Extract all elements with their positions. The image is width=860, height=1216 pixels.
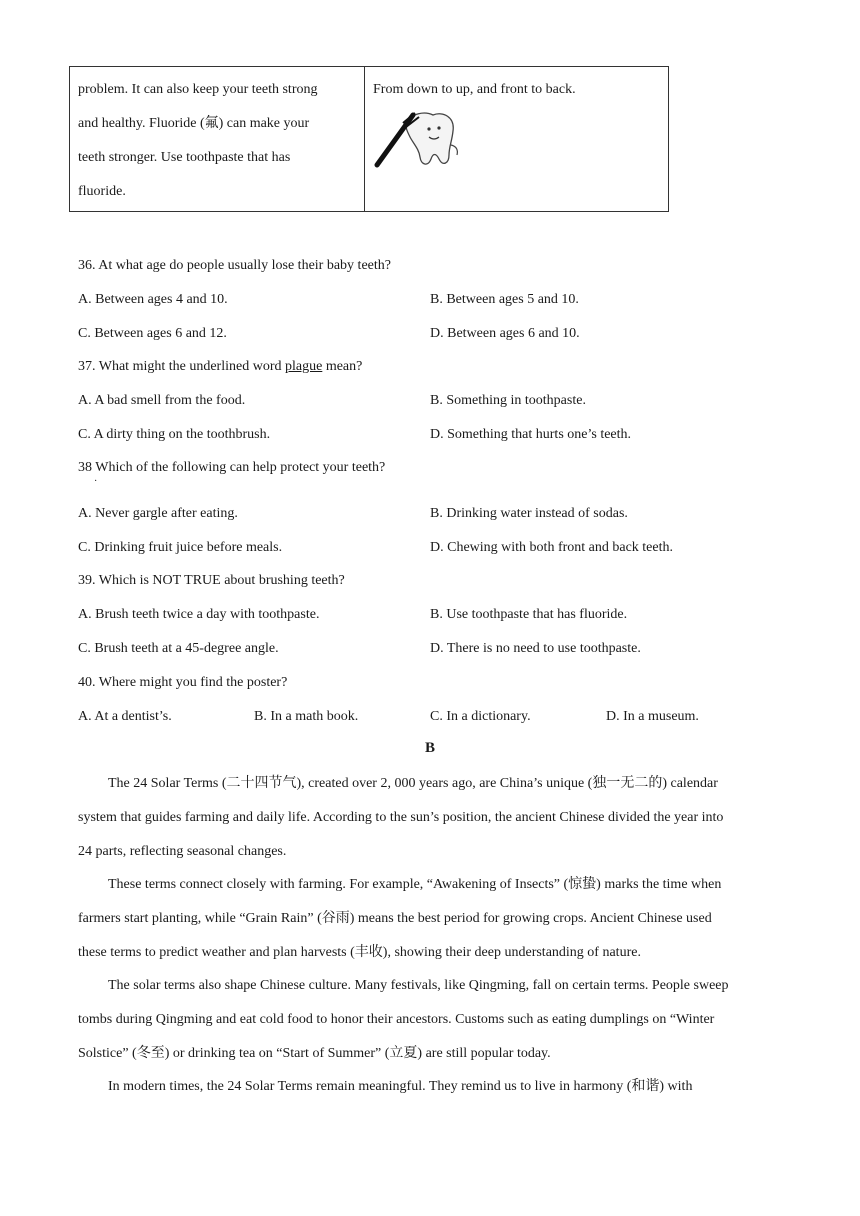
question-37-stem	[78, 358, 362, 376]
question-38-option-d: D. Chewing with both front and back teeth.	[430, 540, 674, 555]
question-38-option-a: A. Never gargle after eating.	[78, 506, 238, 521]
question-36-option-c: C. Between ages 6 and 12.	[78, 326, 227, 341]
paragraph-line: The solar terms also shape Chinese culture. Many festivals, like Qingming, fall on certain terms. People sweep	[108, 978, 729, 993]
question-39-option-a: A. Brush teeth twice a day with toothpaste.	[78, 607, 320, 622]
question-39-option-d: D. There is no need to use toothpaste.	[430, 641, 641, 656]
paragraph-line: The 24 Solar Terms (二十四节气), created over 2, 000 years ago, are China’s unique (独一无二的) calendar	[108, 776, 718, 791]
paragraph-line: These terms connect closely with farming. For example, “Awakening of Insects” (惊蛰) marks the time when	[108, 877, 722, 892]
stray-dot: ·	[94, 476, 98, 487]
section-heading: B	[424, 740, 435, 756]
paragraph-line: these terms to predict weather and plan harvests (丰收), showing their deep understanding of nature.	[78, 945, 641, 960]
table-text-line: teeth stronger. Use toothpaste that has	[78, 150, 291, 165]
question-40-option-c: C. In a dictionary.	[430, 709, 531, 724]
paragraph-2	[78, 868, 783, 970]
question-38-option-c: C. Drinking fruit juice before meals.	[78, 540, 283, 555]
question-39-option-b: B. Use toothpaste that has fluoride.	[430, 607, 628, 622]
paragraph-line: tombs during Qingming and eat cold food to honor their ancestors. Customs such as eating dumplings on “Winter	[78, 1012, 715, 1027]
question-36-stem: 36. At what age do people usually lose their baby teeth?	[78, 258, 391, 273]
underlined-word: plague	[284, 359, 323, 374]
table-cell-left	[70, 67, 365, 211]
paragraph-line: In modern times, the 24 Solar Terms remain meaningful. They remind us to live in harmony (和谐) with	[108, 1079, 693, 1094]
paragraph-1	[78, 767, 783, 869]
question-37-option-c: C. A dirty thing on the toothbrush.	[78, 427, 271, 442]
table-text-line: and healthy. Fluoride (氟) can make your	[78, 116, 310, 131]
question-37-option-b: B. Something in toothpaste.	[430, 393, 586, 408]
question-39-option-c: C. Brush teeth at a 45-degree angle.	[78, 641, 279, 656]
paragraph-3	[78, 969, 783, 1071]
paragraph-line: Solstice” (冬至) or drinking tea on “Start of Summer” (立夏) are still popular today.	[78, 1046, 551, 1061]
question-37-stem-pre: 37. What might the underlined word	[78, 359, 285, 374]
paragraph-line: farmers start planting, while “Grain Rain” (谷雨) means the best period for growing crops. Ancient Chinese used	[78, 911, 712, 926]
table-text-line: fluoride.	[78, 184, 126, 199]
question-37-stem-post: mean?	[322, 359, 363, 374]
table-text-line: problem. It can also keep your teeth strong	[78, 82, 318, 97]
question-37-option-a: A. A bad smell from the food.	[78, 393, 246, 408]
question-36-option-d: D. Between ages 6 and 10.	[430, 326, 580, 341]
poster-table	[69, 66, 669, 212]
question-40-stem: 40. Where might you find the poster?	[78, 675, 288, 690]
question-37-option-d: D. Something that hurts one’s teeth.	[430, 427, 632, 442]
question-40-option-d: D. In a museum.	[606, 709, 699, 724]
question-40-option-b: B. In a math book.	[254, 709, 359, 724]
table-text-line: From down to up, and front to back.	[373, 82, 576, 97]
question-39-stem: 39. Which is NOT TRUE about brushing teeth?	[78, 573, 345, 588]
toothbrush-tooth-icon	[373, 109, 465, 171]
question-40-option-a: A. At a dentist’s.	[78, 709, 172, 724]
paragraph-4	[78, 1070, 783, 1104]
question-36-option-a: A. Between ages 4 and 10.	[78, 292, 228, 307]
question-38-stem: 38 Which of the following can help protect your teeth?	[78, 460, 386, 475]
paragraph-line: system that guides farming and daily life. According to the sun’s position, the ancient Chinese divided the year into	[78, 810, 724, 825]
question-38-option-b: B. Drinking water instead of sodas.	[430, 506, 628, 521]
table-cell-right	[365, 67, 668, 211]
question-36-option-b: B. Between ages 5 and 10.	[430, 292, 579, 307]
paragraph-line: 24 parts, reflecting seasonal changes.	[78, 844, 287, 859]
